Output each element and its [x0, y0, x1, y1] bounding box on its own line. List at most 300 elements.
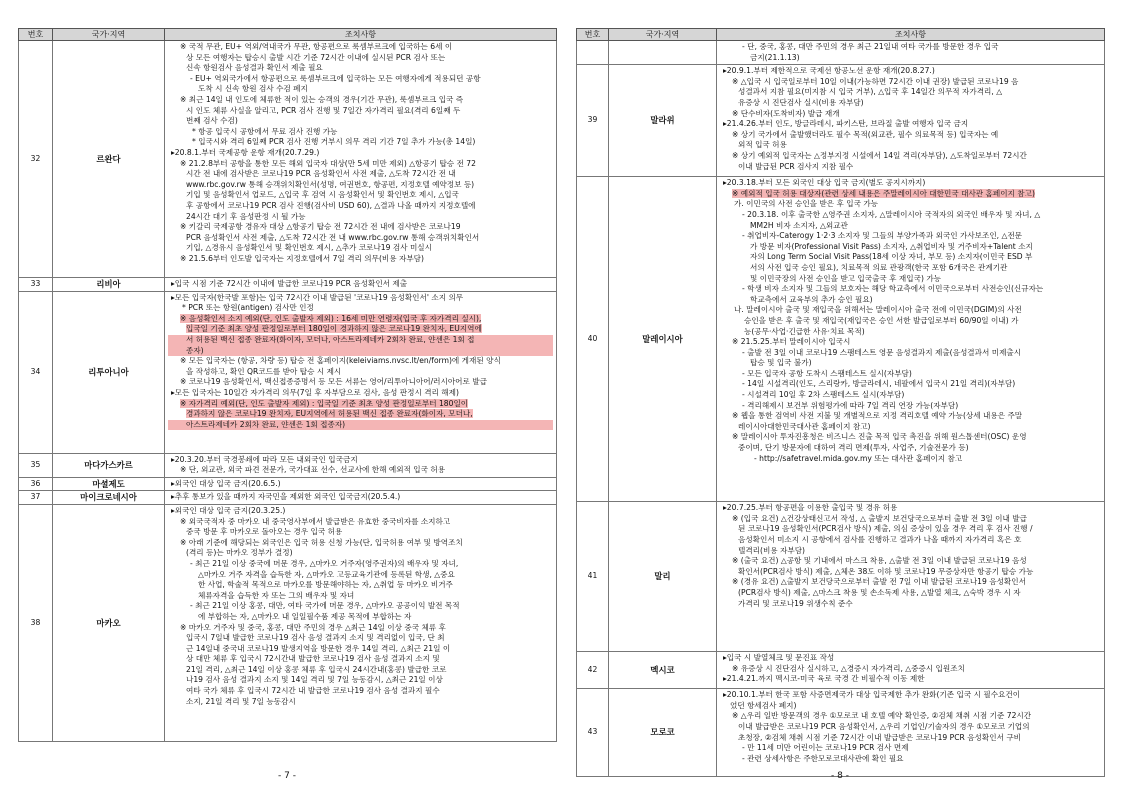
header-no: 번호	[19, 29, 53, 41]
measure-line	[168, 201, 553, 212]
measure-text: 에 부합하는 자, △마카오 내 일일필수품 제공 목적에 부합하는 자	[198, 611, 412, 621]
measure-text: △마카오 거주 자격을 습득한 자, △마카오 고등교육기관에 등록된 학생, △중요	[198, 569, 455, 579]
measures-cell	[165, 291, 557, 453]
measure-text: ※ 웹을 통한 검역비 사전 지불 및 개별적으로 지정 격리호텔 예약 가능(상세 내용은 주말	[732, 411, 1023, 421]
measure-line	[168, 399, 553, 410]
measure-line	[720, 358, 1101, 369]
measure-line	[720, 653, 1101, 664]
measure-line	[168, 324, 553, 335]
measure-line	[168, 116, 553, 127]
measure-text: ※ 외국국적자 중 마카오 내 중국영사부에서 발급받은 유효한 중국비자를 소지하고	[180, 516, 451, 526]
measure-line	[720, 337, 1101, 348]
measure-line	[720, 316, 1101, 327]
country-name: 모로코	[609, 689, 717, 777]
measure-line	[168, 675, 553, 686]
measures-cell	[165, 477, 557, 491]
table-header-row	[19, 29, 557, 41]
highlighted-text: ※ 자가격리 예외(단, 인도 출발자 제외) : 입국일 기준 최초 양성 판정일로부터 180일이	[180, 398, 469, 408]
measure-text: ※ 유증상 시 진단검사 실시하고, △경증시 자가격리, △중증시 입원조치	[732, 663, 965, 673]
row-number: 43	[577, 689, 609, 777]
measures-cell	[165, 278, 557, 292]
measure-text: ※ △입국 시 입국일로부터 10일 이내(가능하면 72시간 이내 권장) 발급된 코로나19 음	[732, 76, 1019, 86]
row-number: 38	[19, 504, 53, 741]
measure-text: ※ 21.5.6부터 인도발 입국자는 지정호텔에서 7일 격리 의무(비용 자부담)	[180, 253, 424, 263]
table-row	[577, 689, 1105, 777]
measure-text: ※ 코로나19 음성확인서, 백신접종증명서 등 모든 서류는 영어/리투아니아어/러시아어로 발급	[180, 377, 487, 387]
measure-text: 승인을 받은 후 출국 및 재입국(재입국은 승인 서한 발급일로부터 60/90일 이내) 가	[744, 315, 1019, 325]
table-header-row	[577, 29, 1105, 41]
measure-line	[720, 109, 1101, 120]
header-country: 국가·지역	[53, 29, 165, 41]
measures-cell	[165, 504, 557, 741]
measure-text: - 출발 전 3일 이내 코로나19 스팸테스트 영문 음성결과지 제출(음성결과서 미제출시	[742, 347, 1022, 357]
measure-line	[720, 252, 1101, 263]
measure-line	[720, 567, 1101, 578]
measures-cell	[717, 41, 1105, 65]
row-number: 33	[19, 278, 53, 292]
measure-text: 레이시아대한민국대사관 홈페이지 참고)	[738, 421, 871, 431]
country-name: 말라위	[609, 65, 717, 177]
country-name	[609, 41, 717, 65]
measures-cell	[165, 491, 557, 505]
measure-text: ※ 단수비자(도착비자) 발급 재개	[732, 108, 840, 118]
measure-line	[168, 243, 553, 254]
measure-text: - 모든 입국자 공항 도착시 스팸테스트 실시(자부담)	[742, 368, 912, 378]
measure-line	[720, 295, 1101, 306]
measure-text: - 관련 상세사항은 주한모로코대사관에 확인 필요	[742, 753, 904, 763]
measure-line	[720, 454, 1101, 465]
measures-cell	[717, 65, 1105, 177]
measure-line	[168, 686, 553, 697]
table-row	[577, 652, 1105, 689]
measure-text: 음성확인서 미소지 시 공항에서 검사를 진행하고 결과가 나올 때까지 자가격리 혹은 호	[738, 534, 1022, 544]
measure-line	[720, 390, 1101, 401]
measure-text: 이내 발급받은 코로나19 PCR 음성확인서, △우리 기업인/기술자의 경우 ①모로코 기업의	[738, 721, 1030, 731]
measure-line	[720, 66, 1101, 77]
measures-cell	[717, 689, 1105, 777]
measure-line	[168, 527, 553, 538]
table-row	[577, 41, 1105, 65]
measure-text: www.rbc.gov.rw 통해 승객위치확인서(성명, 여권번호, 항공편, 지정호텔 예약정보 등)	[186, 179, 475, 189]
measure-text: - 학생 비자 소지자 및 그들의 보호자는 해당 학교측에서 이민국으로부터 사전승인(신규자는	[742, 284, 1044, 294]
measure-text: ※ 상기 국가에서 출발했더라도 필수 목적(외교관, 필수 의료목적 등) 입국자는 예	[732, 129, 999, 139]
country-name: 말레이시아	[609, 177, 717, 502]
measure-text: PCR 음성확인서 사전 제출, △도착 72시간 전 내 www.rbc.gov.rw 통해 승객위치확인서	[186, 232, 480, 242]
measure-text: ▸추후 통보가 있을 때까지 자국민을 제외한 외국인 입국금지(20.5.4.)	[171, 492, 401, 502]
row-number: 40	[577, 177, 609, 502]
measure-line	[168, 455, 553, 466]
measure-line	[168, 190, 553, 201]
measure-text: ※ 모든 입국자는 (항공, 차량 등) 탑승 전 홈페이지(keleiviams.nvsc.lt/en/form)에 게재된 양식	[180, 356, 501, 366]
country-name: 마카오	[53, 504, 165, 741]
measures-cell	[165, 453, 557, 477]
measure-text: - EU+ 역외국가에서 항공편으로 룩셈부르크에 입국하는 모든 여행자에게 적용되던 공항	[190, 73, 481, 83]
row-number: 41	[577, 502, 609, 652]
page-left	[18, 28, 556, 742]
measure-text: 여타 국가 체류 후 입국시 72시간 내 발급한 코로나19 검사 음성 결과지 필수	[186, 686, 440, 696]
measure-text: 된 코로나19 음성확인서(PCR검사 방식) 제출, 의심 증상이 있을 경우 격리 후 검사 진행 /	[738, 524, 1033, 534]
page-number-right: - 8 -	[831, 771, 849, 781]
measure-line	[168, 42, 553, 53]
highlighted-text: ※ 음성확인서 소지 예외(단, 인도 출발자 제외) : 16세 미만 연령자(입국 후 자가격리 실시),	[180, 313, 482, 323]
header-measures: 조치사항	[165, 29, 557, 41]
measure-line	[720, 674, 1101, 685]
header-country: 국가·지역	[609, 29, 717, 41]
header-measures: 조치사항	[717, 29, 1105, 41]
measure-line	[720, 210, 1101, 221]
measure-text: 근 14일내 중국내 코로나19 발생지역을 방문한 경우 14일 격리, △최근 21일 이	[186, 643, 451, 653]
measure-line	[168, 580, 553, 591]
measure-text: ▸20.10.1.부터 한국 포함 사증면제국가 대상 입국제한 추가 완화(기존 입국 시 필수요건이	[723, 690, 1021, 700]
measure-text: ※ (출국 요건) △공항 및 기내에서 마스크 착용, △출발 전 3일 이내 발급된 코로나19 음성	[732, 556, 1027, 566]
measure-text: - http://safetravel.mida.gov.my 또는 대사관 홈페이지 참고	[754, 453, 963, 463]
measure-line	[168, 377, 553, 388]
measure-text: 가 방문 비자(Professional Visit Pass) 소지자, △취업비자 및 거주비자+Talent 소지	[750, 241, 1033, 251]
measure-line	[168, 233, 553, 244]
measure-text: ※ 말레이시아 투자진흥청은 비즈니스 진출 목적 입국 촉진을 위해 원스톱센터(OSC) 운영	[732, 432, 1027, 442]
measure-line	[168, 420, 553, 431]
measure-line	[720, 274, 1101, 285]
measure-line	[720, 151, 1101, 162]
measure-text: ※ 최근 14일 내 인도에 체류한 적이 있는 승객의 경우(기간 무관), 룩셈부르크 입국 즉	[180, 94, 464, 104]
measure-text: 시간 전 내에 검사받은 코로나19 PCR 음성확인서 사전 제출, △도착 72시간 전 내	[186, 169, 456, 179]
measure-text: - 최근 21일 이상 중국에 머문 경우, △마카오 거주자(영주권자)의 배우자 및 자녀,	[190, 558, 459, 568]
measure-line	[720, 401, 1101, 412]
table-row	[19, 453, 557, 477]
measure-line	[720, 503, 1101, 514]
measure-text: 신속 항원검사 음성결과 확인서 제출 필요	[186, 63, 323, 73]
country-name: 마셜제도	[53, 477, 165, 491]
measure-text: ▸모든 입국자는 10일간 자가격리 의무(7일 후 자부담으로 검사, 음성 판정시 격리 해제)	[171, 387, 459, 397]
measure-text: - 취업비자-Caterogy 1·2·3 소지자 및 그들의 부양가족과 외국인 가사보조인, △전문	[742, 231, 1023, 241]
measure-text: 입국시 7일내 발급한 코로나19 검사 음성 결과지 소지 및 격리없이 입국, 단 최	[186, 633, 445, 643]
measure-line	[720, 535, 1101, 546]
measure-line	[168, 137, 553, 148]
measure-line	[168, 591, 553, 602]
measure-line	[720, 588, 1101, 599]
measure-line	[720, 379, 1101, 390]
measure-line	[168, 314, 553, 325]
measure-line	[168, 293, 553, 304]
measure-text: 탑승 및 입국 불가)	[750, 358, 812, 368]
measure-line	[720, 524, 1101, 535]
highlighted-text: 아스트라제네카 2회차 완료, 얀센은 1회 접종자)	[186, 419, 346, 429]
measure-line	[720, 754, 1101, 765]
measure-line	[168, 654, 553, 665]
measure-text: ※ 마카오 거주자 및 중국, 홍콩, 대만 주민의 경우 △최근 14일 이상 중국 체류 후	[180, 622, 446, 632]
country-name: 마다가스카르	[53, 453, 165, 477]
measure-line	[168, 492, 553, 503]
measure-line	[168, 180, 553, 191]
measure-text: ▸20.9.1.부터 제한적으로 국제선 항공노선 운항 재개(20.8.27.)	[723, 66, 935, 76]
measure-line	[720, 514, 1101, 525]
measure-line	[168, 538, 553, 549]
measure-text: ※ (입국 요건) △건강상태신고서 작성, △ 출발지 보건당국으로부터 출발 전 3일 이내 발급	[732, 513, 1027, 523]
measure-text: 성결과서 지참 필요(미지참 시 입국 거부), △입국 후 14일간 의무적 자가격리, △	[738, 87, 1003, 97]
measure-line	[168, 279, 553, 290]
measure-text: ※ 21.2.8부터 공항을 통한 모든 해외 입국자 대상(만 5세 미만 제외) △항공기 탑승 전 72	[180, 158, 476, 168]
measure-line	[720, 242, 1101, 253]
row-number: 42	[577, 652, 609, 689]
measure-line	[168, 63, 553, 74]
table-row	[19, 504, 557, 741]
measure-line	[720, 664, 1101, 675]
measure-line	[720, 221, 1101, 232]
measure-line	[720, 162, 1101, 173]
measure-text: ▸21.4.26.부터 인도, 방글라데시, 파키스탄, 브라질 출발 여행자 입국 금지	[723, 119, 969, 129]
measure-line	[720, 369, 1101, 380]
measures-cell	[165, 41, 557, 278]
measure-text: 중국 방문 후 마카오로 돌아오는 경우 입국 허용	[186, 527, 343, 537]
measure-line	[720, 599, 1101, 610]
measure-line	[168, 465, 553, 476]
country-name: 리비아	[53, 278, 165, 292]
measure-line	[720, 443, 1101, 454]
measure-line	[168, 254, 553, 265]
page-right	[576, 28, 1104, 777]
measure-text: 24시간 대기 후 음성판정 시 될 가능	[186, 211, 306, 221]
measure-line	[720, 577, 1101, 588]
measure-text: 번째 검사 수검)	[186, 116, 238, 126]
measure-line	[168, 409, 553, 420]
measure-text: 을 작성하고, 확인 QR코드를 받아 탑승 시 제시	[186, 366, 342, 376]
measure-line	[168, 388, 553, 399]
measure-line	[168, 303, 553, 314]
measure-line	[720, 77, 1101, 88]
measure-line	[720, 743, 1101, 754]
measure-line	[168, 222, 553, 233]
measure-line	[720, 140, 1101, 151]
measure-text: 체류자격을 습득한 자 또는 그의 배우자 및 자녀	[198, 590, 355, 600]
measure-text: - 만 11세 미만 어린이는 코로나19 PCR 검사 면제	[742, 743, 909, 753]
measure-text: 기입, △경유시 음성확인서 및 확인번호 제시, △추가 코로나19 검사 미실시	[186, 243, 432, 253]
measure-line	[720, 284, 1101, 295]
measure-line	[168, 74, 553, 85]
measure-text: 이내 발급된 PCR 검사지 지참 필수	[738, 161, 854, 171]
measure-text: * 항공 입국시 공항에서 무료 검사 진행 가능	[192, 126, 338, 136]
measure-text: 가. 이민국의 사전 승인을 받은 후 입국 가능	[734, 199, 879, 209]
measure-line	[168, 159, 553, 170]
measure-line	[168, 548, 553, 559]
measure-text: ▸외국인 대상 입국 금지(20.6.5.)	[171, 478, 281, 488]
row-number: 37	[19, 491, 53, 505]
measure-text: ▸20.8.1.부터 국제공항 운항 재개(20.7.29.)	[171, 147, 320, 157]
measure-text: ▸입국 시점 기준 72시간 이내에 발급한 코로나19 PCR 음성확인서 제출	[171, 279, 408, 288]
measure-text: 초청장, ②검체 채취 시점 기준 72시간 이내 발급받은 코로나19 PCR 음성확인서 구비	[738, 732, 1021, 742]
measure-text: ※ (경유 요건) △출발지 보건당국으로부터 출발 전 7일 이내 발급된 코로나19 음성확인서	[732, 577, 1026, 587]
measures-table	[18, 28, 557, 742]
measure-text: 21일 격리, △최근 14일 이상 홍콩 체류 후 입국시 24시간내(홍콩) 발급한 코로	[186, 664, 447, 674]
measure-line	[168, 356, 553, 367]
measure-line	[720, 348, 1101, 359]
table-row	[19, 291, 557, 453]
row-number: 35	[19, 453, 53, 477]
measure-line	[720, 119, 1101, 130]
measure-text: 능(공무·사업·긴급한 사유·치료 목적)	[744, 326, 865, 336]
measure-text: * PCR 또는 항원(antigen) 검사만 인정	[182, 303, 314, 313]
measure-line	[720, 53, 1101, 64]
table-row	[577, 65, 1105, 177]
measure-text: 한 사업, 학술적 목적으로 마카오를 방문해야하는 자, △취업 등 마카오 비거주	[198, 580, 453, 590]
measure-line	[168, 95, 553, 106]
table-row	[577, 502, 1105, 652]
measure-text: ▸외국인 대상 입국 금지(20.3.25.)	[171, 505, 286, 515]
table-row	[577, 177, 1105, 502]
measure-text: ※ 아래 기준에 해당되는 외국인은 입국 허용 신청 가능(단, 입국허용 여부 및 방역조치	[180, 537, 463, 547]
measure-line	[168, 479, 553, 490]
highlighted-text: ※ 예외적 입국 허용 대상자(관련 상세 내용은 주말레이시아 대한민국 대사관 홈페이지 참고)	[732, 188, 1035, 198]
table-row	[19, 41, 557, 278]
measure-line	[168, 169, 553, 180]
row-number	[577, 41, 609, 65]
measure-text: 유증상 시 진단검사 실시(비용 자부담)	[738, 97, 864, 107]
measure-text: - 시설격리 10일 후 2차 스팸테스트 실시(자부담)	[742, 390, 905, 400]
measure-text: - 14일 시설격리(인도, 스리랑카, 방글라데시, 네팔에서 입국시 21일 격리)(자부담)	[742, 379, 1016, 389]
measure-text: ※ 키갈리 국제공항 경유자 대상 △항공기 탑승 전 72시간 전 내에 검사받은 코로나19	[180, 222, 461, 232]
measure-text: (격리 등)는 마카오 정부가 결정)	[186, 548, 293, 558]
measure-text: 확인서(PCR검사 방식) 제출, △체온 38도 이하 및 코로나19 무증상자만 항공기 탑승 가능	[738, 566, 1034, 576]
measure-line	[720, 411, 1101, 422]
measure-line	[168, 335, 553, 346]
measure-text: 외적 입국 허용	[738, 140, 787, 150]
measure-text: ※ 21.5.25.부터 말레이시아 입국시	[732, 337, 851, 347]
measures-cell	[717, 177, 1105, 502]
measures-cell	[717, 502, 1105, 652]
measure-line	[720, 432, 1101, 443]
measure-text: 도착 시 신속 항원 검사 수검 폐지	[198, 84, 308, 94]
country-name: 르완다	[53, 41, 165, 278]
measure-line	[720, 189, 1101, 200]
measure-line	[720, 556, 1101, 567]
measure-line	[720, 546, 1101, 557]
measure-text: 소지, 21일 격리 및 7일 능동감시	[186, 696, 296, 706]
measure-text: 기입 및 음성확인서 업로드, △입국 후 검역 시 음성확인서 및 확인번호 제시, △입국	[186, 190, 459, 200]
table-row	[19, 278, 557, 292]
measure-text: - 격리해제시 보건부 위험평가에 따라 7일 격리 연장 가능(자부담)	[742, 400, 959, 410]
table-body	[19, 41, 557, 742]
measure-text: - 20.3.18. 이후 출국한 △영주권 소지자, △말레이시아 국적자의 외국인 배우자 및 자녀, △	[742, 209, 1041, 219]
measure-line	[168, 106, 553, 117]
measure-line	[720, 178, 1101, 189]
measure-line	[168, 367, 553, 378]
measure-text: 후 공항에서 코로나19 PCR 검사 진행(검사비 USD 60), △결과 나올 때까지 지정호텔에	[186, 200, 476, 210]
measure-text: 텔격리(비용 자부담)	[738, 545, 806, 555]
measure-line	[168, 623, 553, 634]
measure-text: - 최근 21일 이상 홍콩, 대만, 여타 국가에 머문 경우, △마카오 공공이익 발전 목적	[190, 601, 460, 611]
country-name: 마이크로네시아	[53, 491, 165, 505]
measure-text: 및 이민국장의 사전 승인을 받고 입국출국 후 재입국) 가능	[750, 273, 941, 283]
measure-text: 서의 사전 입국 승인 필요), 치료목적 의료 관광객(한국 포함 6개국은 관계기관	[750, 262, 1008, 272]
measure-line	[168, 665, 553, 676]
measure-text: ▸입국 시 발열체크 및 문진표 작성	[723, 653, 835, 663]
measure-line	[720, 305, 1101, 316]
measure-line	[720, 42, 1101, 53]
country-name: 말리	[609, 502, 717, 652]
row-number: 34	[19, 291, 53, 453]
measure-line	[168, 601, 553, 612]
measure-line	[168, 517, 553, 528]
measure-text: 었던 항세검사 폐지)	[730, 700, 797, 710]
measure-line	[168, 633, 553, 644]
row-number: 39	[577, 65, 609, 177]
measure-text: ▸20.7.25.부터 항공편을 이용한 출입국 및 경유 허용	[723, 503, 898, 513]
measures-cell	[717, 652, 1105, 689]
measure-text: 상 모든 여행자는 탑승시 출발 시간 기준 72시간 이내에 실시된 PCR 검사 또는	[186, 52, 446, 62]
measure-line	[168, 53, 553, 64]
highlighted-text: 서 허용된 백신 접종 완료자(화이자, 모더나, 아스트라제네카 2회차 완료, 얀센은 1회 접	[186, 334, 475, 344]
row-number: 36	[19, 477, 53, 491]
measure-line	[720, 199, 1101, 210]
measure-line	[720, 701, 1101, 712]
measure-text: ▸모든 입국자(한국발 포함)는 입국 72시간 이내 발급된 '코로나19 음성확인서' 소지 의무	[171, 292, 464, 302]
measure-line	[720, 690, 1101, 701]
measure-text: 가격리 및 코로나19 위생수칙 준수	[738, 598, 853, 608]
highlighted-text: 종자)	[186, 345, 204, 355]
measure-line	[168, 84, 553, 95]
country-name: 리투아니아	[53, 291, 165, 453]
measure-line	[168, 644, 553, 655]
measure-text: 중이며, 단기 방문자에 대하여 격리 면제(투자, 사업주, 기술전문가 등)	[738, 443, 969, 453]
measure-text: 나. 말레이시아 출국 및 재입국을 위해서는 말레이시아 출국 전에 이민국(DGIM)의 사전	[734, 305, 1022, 315]
measure-text: 시 인도 체류 사실을 알리고, PCR 검사 진행 및 7일간 자가격리 필요(격리 6일째 두	[186, 105, 461, 115]
table-row	[19, 491, 557, 505]
measure-line	[720, 422, 1101, 433]
measure-text: (PCR검사 방식) 제출, △마스크 착용 및 손소독제 사용, △발열 체크, △숙박 경우 시 자	[738, 587, 1021, 597]
table-body	[577, 41, 1105, 777]
measure-line	[720, 263, 1101, 274]
measure-line	[168, 127, 553, 138]
measure-text: 상 대만 체류 후 입국시 72시간내 발급한 코로나19 검사 음성 결과지 소지 및	[186, 654, 440, 664]
measure-line	[168, 612, 553, 623]
measure-text: ▸21.4.21.까지 멕시코-미국 육로 국경 간 비필수적 이동 제한	[723, 674, 925, 684]
highlighted-text: 경과하지 않은 코로나19 완치자, EU지역에서 허용된 백신 접종 완료자(화이자, 모더나,	[186, 409, 473, 419]
measure-line	[720, 327, 1101, 338]
measure-line	[720, 711, 1101, 722]
measure-text: ※ △우리 일반 방문객의 경우 ①모로코 내 호텔 예약 확인증, ②검체 채취 시점 기준 72시간	[732, 711, 1032, 721]
measure-line	[720, 231, 1101, 242]
measure-text: MM2H 비자 소지자, △외교관	[750, 220, 848, 230]
page-number-left: - 7 -	[278, 771, 296, 781]
measure-line	[168, 570, 553, 581]
highlighted-text: 입국일 기준 최초 양성 판정일로부터 180일이 경과하지 않은 코로나19 완치자, EU지역에	[186, 324, 482, 334]
measure-line	[720, 87, 1101, 98]
measure-text: ▸20.3.18.부터 모든 외국인 대상 입국 금지(별도 공지시까지)	[723, 178, 926, 188]
measure-text: ※ 국적 무관, EU+ 역외/역내국가 무관, 항공편으로 룩셈부르크에 입국하는 6세 이	[180, 42, 453, 51]
measure-line	[168, 346, 553, 357]
measure-text: 나19 검사 음성 결과지 소지 및 14일 격리 및 7일 능동감시, △최근 21일 이상	[186, 675, 443, 685]
measure-text: ▸20.3.20.부터 국경봉쇄에 따라 모든 내외국인 입국금지	[171, 454, 358, 464]
measure-line	[720, 130, 1101, 141]
row-number: 32	[19, 41, 53, 278]
measure-line	[168, 212, 553, 223]
measure-text: ※ 단, 외교관, 외국 파견 전문가, 국가대표 선수, 선교사에 한해 예외적 입국 허용	[180, 465, 446, 475]
measure-text: - 단, 중국, 홍콩, 대만 주민의 경우 최근 21일내 여타 국가를 방문한 경우 입국	[742, 42, 999, 51]
measure-line	[720, 722, 1101, 733]
country-name: 멕시코	[609, 652, 717, 689]
measure-line	[168, 559, 553, 570]
measure-line	[720, 733, 1101, 744]
table-row	[19, 477, 557, 491]
measure-text: * 입국시와 격리 6일째 PCR 검사 진행 거부시 의무 격리 기간 7일 추가 가능(총 14일)	[192, 137, 476, 147]
measure-text: 금지(21.1.13)	[750, 52, 800, 62]
measure-line	[168, 148, 553, 159]
measure-line	[168, 697, 553, 708]
measure-text: 자의 Long Term Social Visit Pass(18세 이상 자녀, 부모 등) 소지자(이민국 ESD 부	[750, 252, 1033, 262]
measures-table	[576, 28, 1105, 777]
header-no: 번호	[577, 29, 609, 41]
measure-line	[720, 98, 1101, 109]
measure-text: ※ 상기 예외적 입국자는 △정부지정 시설에서 14일 격리(자부담), △도착일로부터 72시간	[732, 150, 1027, 160]
